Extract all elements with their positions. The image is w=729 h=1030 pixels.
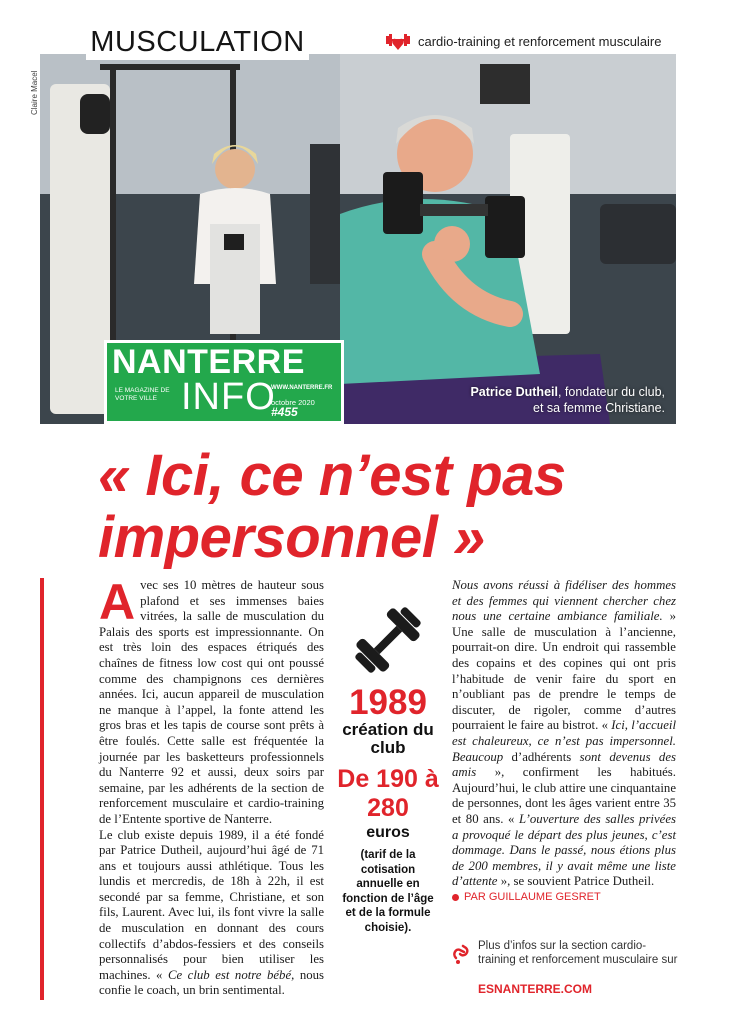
rubric-text: cardio-training et renforcement musculaire — [418, 33, 662, 49]
text-souvient: », se souvient Patrice Dutheil. — [500, 874, 655, 889]
quote-fideliser: Nous avons réussi à fidéliser des hommes et des femmes qui viennent chercher chez nous une certaine ambiance familiale. — [452, 578, 676, 624]
badge-date: octobre 2020 — [271, 398, 315, 407]
caption-name: Patrice Dutheil — [470, 385, 558, 399]
magazine-badge — [104, 340, 344, 424]
price-range: De 190 à 280 — [337, 765, 439, 822]
section-title: MUSCULATION — [90, 25, 305, 58]
quote-ouverture: L’ouverture des salles privées a provoqué le départ des plus jeunes, c’est dommage. Dans le passé, nous étions plus de 200 membres, il y avait même une liste d’attente — [452, 811, 676, 889]
quote-amis: sont devenus des amis — [452, 749, 676, 780]
paragraph-club-text: Le club existe depuis 1989, il a été fondé par Patrice Dutheil, aujourd’hui âgé de 71 ans et toujours aussi athlétique. Tous les lundis et mercredis, de 18h à 22h, il est secondé par sa femme, Christiane, et son fils, Laurent. Avec lui, ils font vivre la salle de musculation en donnant des cours collectifs d’abdos-fessiers et des conseils personnalisés pour bien utiliser les machines. « — [99, 827, 324, 982]
paragraph-intro-text: vec ses 10 mètres de hauteur sous plafond et ses immenses baies vitrées, la salle de musculation du Palais des sports est impressionnante. On est très loin des espaces étriqués des chaînes de fitness low cost qui ont poussé comme des champignons ces dernières années. Ici, aucun appareil de musculation ne manque à l’appel, la fonte attend les gros bras et les tapis de course sont prêts à être foulés. Cette salle est fréquentée la journée par les basketteurs professionnels du Nanterre 92 et aussi, deux soirs par semaine, par les adhérents de la section de renforcement musculaire et cardio-training de l’Entente sportive de Nanterre. — [99, 578, 324, 826]
text-adherents: d’adhérents — [511, 749, 572, 764]
price-unit: euros — [366, 824, 410, 841]
dumbbell-heart-icon — [386, 30, 410, 52]
founding-year-label: création du club — [342, 720, 434, 757]
drop-cap: A — [99, 574, 136, 630]
byline — [452, 891, 601, 903]
caption-line2: et sa femme Christiane. — [533, 401, 665, 415]
section-header — [86, 24, 309, 60]
byline-dot-icon — [452, 894, 459, 901]
badge-panel — [107, 343, 341, 421]
accent-bar — [40, 578, 44, 1000]
badge-issue-number: #455 — [271, 405, 298, 419]
quote-chaleureux: Ici, l’accueil est chaleureux, ce n’est pas impersonnel. Beaucoup — [452, 718, 676, 764]
dumbbell-icon — [348, 600, 428, 680]
photo-caption — [470, 384, 665, 416]
more-info-box — [452, 940, 676, 1000]
price-note: (tarif de la cotisation annuelle en fonction de l’âge et de la formule choisie). — [342, 849, 434, 934]
more-info-text: Plus d’infos sur la section cardio-training et renforcement musculaire sur — [478, 940, 678, 966]
key-figures — [336, 600, 440, 935]
link-icon — [452, 940, 472, 966]
photo-credit: Claire Macel — [30, 70, 39, 115]
quote-bebe: Ce club est notre bébé, — [167, 967, 295, 982]
article-headline: « Ici, ce n’est pas impersonnel » — [98, 443, 566, 570]
badge-tagline: LE MAGAZINE DE VOTRE VILLE — [115, 387, 170, 402]
badge-name: NANTERRE — [112, 343, 305, 381]
paragraph-club-end: nous confie le coach, un brin sentimental. — [99, 967, 325, 998]
badge-url: WWW.NANTERRE.FR — [271, 385, 333, 391]
text-habitues: », confirment les habitués. Aujourd’hui, le club attire une cinquantaine de personnes, dont les âges varient entre 35 et 80 ans. « — [452, 765, 676, 826]
esnanterre-link[interactable]: ESNANTERRE.COM — [478, 982, 593, 996]
article-column-right — [452, 578, 676, 890]
byline-author: PAR GUILLAUME GESRET — [464, 891, 601, 903]
paragraph-club — [99, 828, 324, 1000]
paragraph-ambiance-text: » Une salle de musculation à l’ancienne, pourrait-on dire. Un endroit qui rassemble des copains et des copines qui ont pris l’habitude de venir faire du sport en n’oubliant pas de prendre le temps de discuter, de rigoler, comme d’autres pourraient le faire au bistrot. « — [452, 609, 676, 733]
article-column-left — [99, 574, 325, 999]
caption-line1: , fondateur du club, — [557, 385, 665, 399]
badge-info: INFO — [181, 376, 276, 418]
paragraph-ambiance — [452, 578, 676, 890]
rubric — [386, 28, 662, 54]
paragraph-intro — [99, 574, 324, 828]
founding-year: 1989 — [349, 683, 427, 722]
